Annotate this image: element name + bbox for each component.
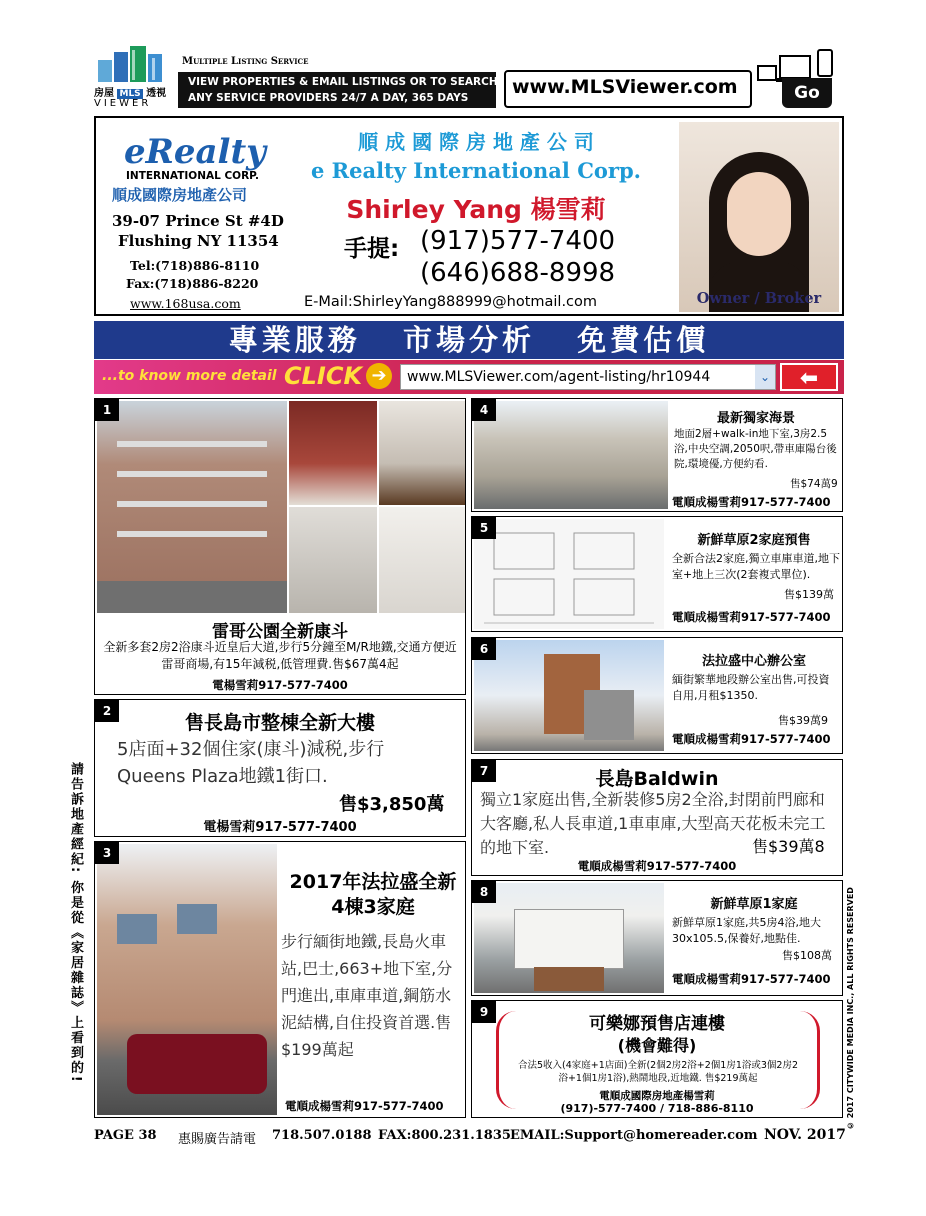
brand-logo[interactable]: eRealty	[124, 132, 266, 172]
logo-chinese: 房屋	[94, 88, 114, 99]
agent-role: Owner / Broker	[696, 290, 822, 307]
building-photo	[97, 401, 287, 613]
agent-fax: Fax:(718)886-8220	[126, 276, 259, 291]
floor-plan-drawing	[474, 519, 664, 629]
dropdown-icon[interactable]: ⌄	[755, 365, 775, 389]
listing-1[interactable]	[94, 398, 466, 695]
listing-subtitle: (機會難得)	[617, 1036, 697, 1055]
agent-address-1: 39-07 Prince St #4D	[112, 212, 284, 230]
kitchen-photo	[289, 401, 377, 505]
brand-sub: INTERNATIONAL CORP.	[126, 170, 259, 182]
click-bar	[94, 360, 844, 394]
listing-number: 3	[95, 842, 119, 864]
listing-title: 售長島市整棟全新大樓	[184, 712, 375, 734]
logo-chinese-2: 透視	[146, 88, 167, 99]
click-label[interactable]: CLICK	[284, 362, 363, 390]
copyright-notice: © 2017 CITYWIDE MEDIA INC., ALL RIGHTS RESERVED	[846, 887, 855, 1130]
listing-5[interactable]	[471, 516, 843, 632]
listing-contact: 電順成楊雪莉917-577-7400	[672, 972, 831, 986]
living-room-photo	[379, 401, 465, 505]
ad-phone[interactable]: 718.507.0188	[272, 1128, 372, 1143]
listing-contact: 電順成楊雪莉917-577-7400	[672, 495, 831, 509]
sidebar-note: 請告訴地產經紀: 你是從《家居雜誌》上看到的!	[68, 762, 83, 1084]
listing-contact: 電楊雪莉917-577-7400	[203, 820, 357, 835]
agent-website[interactable]: www.168usa.com	[130, 296, 241, 311]
listing-phones: (917)-577-7400 / 718-886-8110	[560, 1102, 754, 1115]
listing-price: 售$39萬9	[778, 714, 828, 727]
listing-9[interactable]	[471, 1000, 843, 1118]
listing-description: 新鮮草原1家庭,共5房4浴,地大30x105.5,保養好,地點佳.	[672, 916, 821, 945]
footer-fax: FAX:800.231.1835	[378, 1128, 511, 1143]
listing-6[interactable]	[471, 637, 843, 754]
listing-price: 售$39萬8	[752, 837, 825, 856]
laundry-photo	[289, 507, 377, 613]
listing-number: 1	[95, 399, 119, 421]
listing-title: 法拉盛中心辦公室	[701, 654, 806, 669]
listing-number: 2	[95, 700, 119, 722]
listing-description: 步行緬街地鐵,長島火車站,巴士,663+地下室,分門進出,車庫車道,鋼筋水泥結構,自住投資首選.售$199萬起	[281, 932, 453, 1059]
listing-title: 雷哥公園全新康斗	[212, 622, 348, 642]
agent-name: Shirley Yang 楊雪莉	[346, 195, 606, 224]
listing-contact: 電順成國際房地產楊雪莉	[599, 1090, 715, 1102]
company-en: e Realty International Corp.	[310, 158, 641, 183]
url-field[interactable]	[400, 364, 776, 390]
agent-phone-2[interactable]: (646)688-8998	[420, 258, 616, 288]
page-number: PAGE 38	[94, 1128, 157, 1143]
agent-tel: Tel:(718)886-8110	[130, 258, 260, 273]
listing-description: 獨立1家庭出售,全新裝修5房2全浴,封閉前門廊和大客廳,私人長車道,1車車庫,大型高天花板未完工的地下室.	[480, 790, 826, 857]
listing-title: 長島Baldwin	[595, 768, 719, 790]
agent-box	[94, 116, 844, 316]
listing-description: 緬街繁華地段辦公室出售,可投資自用,月租$1350.	[672, 673, 830, 702]
site-url[interactable]: www.MLSViewer.com	[512, 76, 738, 98]
slogan-banner: 專業服務 市場分析 免費估價	[94, 321, 844, 359]
house-photo	[474, 883, 664, 993]
service-line-2: ANY SERVICE PROVIDERS 24/7 A DAY, 365 DAYS	[188, 92, 469, 104]
office-building-photo	[474, 640, 664, 751]
listing-number: 6	[472, 638, 496, 660]
buildings-icon	[92, 42, 174, 90]
mls-header	[92, 42, 842, 112]
listing-contact: 電順成楊雪莉917-577-7400	[672, 610, 831, 624]
ad-label: 惠賜廣告請電	[178, 1132, 257, 1147]
brand-cn: 順成國際房地產公司	[112, 186, 248, 204]
listing-contact: 電順成楊雪莉917-577-7400	[672, 732, 831, 746]
issue-date: NOV. 2017	[764, 1127, 846, 1143]
listing-contact: 電楊雪莉917-577-7400	[212, 678, 348, 692]
go-button[interactable]: Go	[782, 78, 832, 108]
footer-email[interactable]: EMAIL:Support@homereader.com	[510, 1128, 758, 1143]
listing-title: 2017年法拉盛全新4棟3家庭	[289, 871, 457, 918]
logo-mls: MLS	[119, 89, 141, 99]
listing-price: 售$108萬	[782, 949, 832, 962]
listing-number: 9	[472, 1001, 496, 1023]
listing-number: 8	[472, 881, 496, 903]
logo-viewer: VIEWER	[94, 98, 152, 109]
agent-phone-1[interactable]: (917)577-7400	[420, 226, 616, 256]
listing-title: 新鮮草原1家庭	[710, 897, 798, 912]
listing-number: 7	[472, 760, 496, 782]
service-title: Multiple Listing Service	[182, 56, 309, 67]
townhouse-photo	[97, 844, 277, 1115]
listing-4[interactable]	[471, 398, 843, 512]
listing-description: 5店面+32個住家(康斗)減税,步行Queens Plaza地鐵1街口.	[117, 739, 385, 787]
listing-description: 全新多套2房2浴康斗近皇后大道,步行5分鐘至M/R地鐵,交通方便近雷哥商場,有15年減税,低管理費.售$67萬4起	[103, 640, 457, 671]
listing-price: 售$3,850萬	[339, 794, 445, 815]
url-text: www.MLSViewer.com/agent-listing/hr10944	[407, 369, 711, 385]
agent-portrait	[679, 122, 839, 312]
listing-title: 新鮮草原2家庭預售	[697, 533, 811, 548]
waterfront-photo	[474, 401, 668, 509]
listing-price: 售$74萬9	[790, 478, 838, 490]
more-detail-label: ...to know more detail	[102, 368, 277, 384]
listing-8[interactable]	[471, 880, 843, 996]
mls-viewer-logo[interactable]	[92, 42, 174, 110]
bathroom-photo	[379, 507, 465, 613]
listing-title: 可樂娜預售店連樓	[589, 1014, 725, 1034]
listing-description: 合法5收入(4家庭+1店面)全新(2個2房2浴+2個1房1浴或3個2房2浴+1個1房1浴),熱鬧地段,近地鐵. 售$219萬起	[517, 1060, 799, 1084]
blueprint-icon	[474, 519, 664, 629]
listing-title: 最新獨家海景	[716, 411, 795, 426]
mobile-label: 手提:	[344, 236, 400, 262]
company-cn: 順 成 國 際 房 地 產 公 司	[358, 130, 594, 154]
listing-number: 4	[472, 399, 496, 421]
back-arrow-icon[interactable]: ⬅	[780, 363, 838, 391]
listing-number: 5	[472, 517, 496, 539]
listing-2[interactable]	[94, 699, 466, 837]
listing-3[interactable]	[94, 841, 466, 1118]
agent-email[interactable]: E-Mail:ShirleyYang888999@hotmail.com	[304, 294, 598, 310]
listing-7[interactable]	[471, 759, 843, 876]
agent-address-2: Flushing NY 11354	[118, 232, 279, 250]
service-line-1: VIEW PROPERTIES & EMAIL LISTINGS OR TO SEARCH	[188, 76, 498, 88]
listing-description: 全新合法2家庭,獨立車庫車道,地下室+地上三次(2套複式單位).	[672, 552, 840, 581]
listing-description: 地面2層+walk-in地下室,3房2.5浴,中央空調,2050呎,帶車庫陽台後院,環境優,方便約看.	[674, 428, 837, 470]
arrow-right-icon[interactable]: ➔	[366, 363, 392, 389]
listing-contact: 電順成楊雪莉917-577-7400	[285, 1099, 444, 1113]
listing-contact: 電順成楊雪莉917-577-7400	[577, 859, 737, 873]
listing-price: 售$139萬	[784, 588, 834, 601]
